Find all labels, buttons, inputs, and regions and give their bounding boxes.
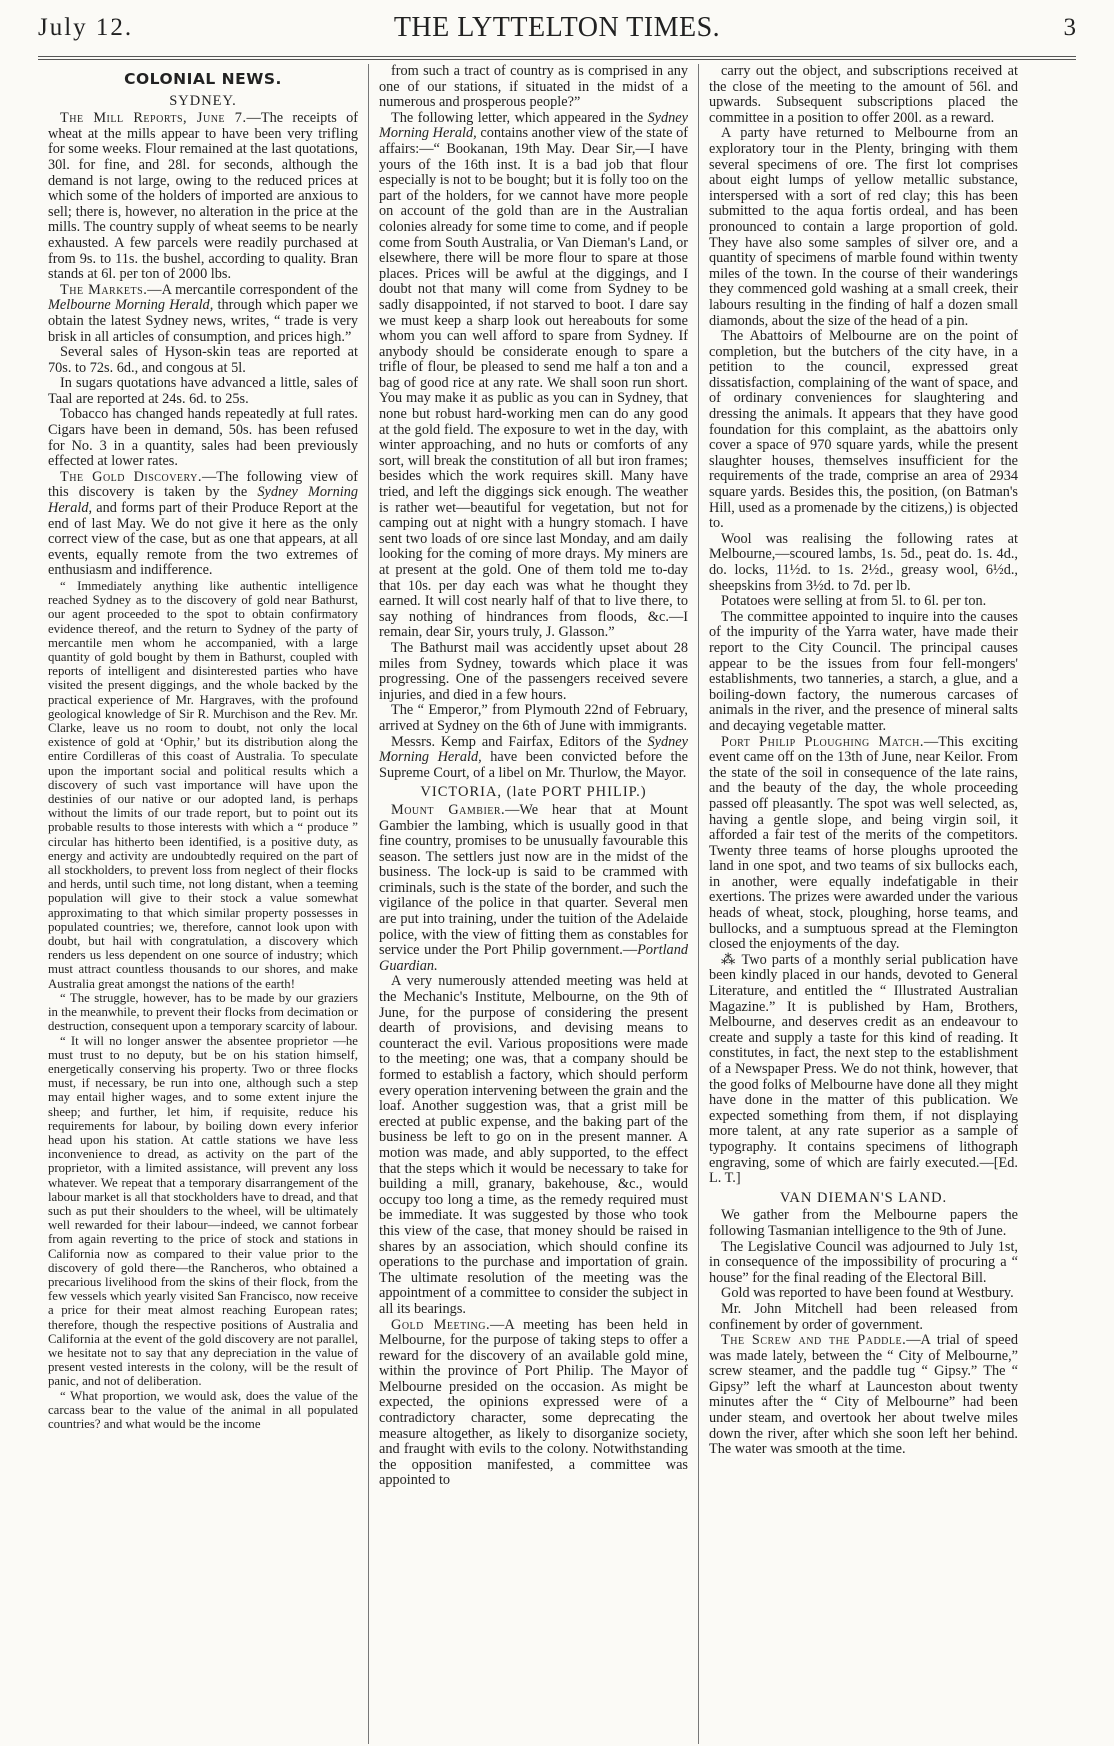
paragraph: The “ Emperor,” from Plymouth 22nd of February, arrived at Sydney on the 6th of June with immigrants. bbox=[379, 702, 688, 734]
page-number: 3 bbox=[1063, 14, 1076, 41]
subheading-victoria: VICTORIA, (late PORT PHILIP.) bbox=[420, 784, 647, 801]
paragraph: The Abattoirs of Melbourne are on the point of completion, but the butchers of the city have, in a petition to the council, expressed great dissatisfaction, complaining of the want of space, and of ordinary conveniences for slaughtering and dressing the animals. It appears that they have good foundation for this complaint, as the abattoirs only cover a space of 970 square yards, while the present slaughter houses, themselves insufficient for the requirements of the trade, comprise an area of 2934 square yards. Besides this, the position, (on Batman's Hill, used as a promenade by the citizens,) is objected to. bbox=[709, 328, 1018, 532]
header-rule-2 bbox=[38, 59, 1076, 60]
column-1 bbox=[38, 64, 368, 1744]
column-2 bbox=[368, 64, 698, 1744]
newspaper-title: THE LYTTELTON TIMES. bbox=[393, 12, 721, 43]
quoted-paragraph: “ It will no longer answer the absentee proprietor —he must trust to no deputy, but be on his station himself, energetically conserving his property. Two or three flocks must, if necessary, be run into one, although such a step may entail higher wages, and to some extent injure the sheep; and further, let him, if requisite, reduce his requirements for labour, by boiling down every inferior head upon his station. At cattle stations we have less inconvenience to dread, as activity on the part of the proprietor, with a limited assistance, will prevent any loss whatever. We repeat that a temporary disarrangement of the labour market is all that stockholders have to dread, and that such as put their shoulders to the wheel, will be ultimately well rewarded for their labour—indeed, we cannot forbear from again reverting to the price of stock and stations in California now as compared to their value prior to the discovery of gold there—the Rancheros, who obtained a precarious livelihood from the skins of their flock, from the few vessels which yearly visited San Francisco, now receive a price for their meat almost reaching European rates; therefore, though the respective positions of Australia and California at the event of the gold discovery are not parallel, we hesitate not to say that any depreciation in the value of present vested interests in the colony, will be the result of panic, and not of deliberation. bbox=[48, 1033, 358, 1389]
quoted-paragraph: “ What proportion, we would ask, does the value of the carcass bear to the value of the animal in all populated countries? and what would be the income bbox=[48, 1388, 358, 1431]
paragraph: from such a tract of country as is comprised in any one of our stations, if situated in the midst of a numerous and prosperous people?” bbox=[379, 64, 688, 111]
columns bbox=[38, 64, 1076, 1744]
subheading-sydney: SYDNEY. bbox=[169, 92, 237, 109]
section-heading: COLONIAL NEWS. bbox=[124, 70, 282, 88]
paragraph: Gold was reported to have been found at Westbury. bbox=[721, 1285, 1014, 1302]
paragraph: Mr. John Mitchell had been released from confinement by order of government. bbox=[709, 1300, 1018, 1333]
paragraph: The Mill Reports, June 7.—The receipts of wheat at the mills appear to have been very trifling for some weeks. Flour remained at the last quotations, 30l. for fine, and 28l. for seconds, although the demand is not large, owing to the reduced prices at which some of the holders of imported are anxious to sell; there is, however, no alteration in the price at the mills. The country supply of wheat seems to be nearly exhausted. A few parcels were readily purchased at from 9s. to 11s. the bushel, according to quality. Bran stands at 6l. per ton of 2000 lbs. bbox=[48, 110, 358, 283]
issue-date: July 12. bbox=[38, 14, 134, 41]
paragraph: We gather from the Melbourne papers the following Tasmanian intelligence to the 9th of June. bbox=[709, 1207, 1018, 1239]
paragraph: The Markets.—A mercantile correspondent of the Melbourne Morning Herald, through which paper we obtain the latest Sydney news, writes, “ trade is very brisk in all articles of consumption, and prices high.” bbox=[48, 281, 359, 345]
masthead bbox=[38, 0, 1076, 48]
paragraph: The Gold Discovery.—The following view of this discovery is taken by the Sydney Morning Herald, and forms part of their Produce Report at the end of last May. We do not give it here as the only correct view of the case, but as one that appears, at all events, equally remote from the two extremes of enthusiasm and indifference. bbox=[48, 468, 358, 579]
paragraph: The committee appointed to inquire into the causes of the impurity of the Yarra water, have made their report to the City Council. The principal causes appear to be the issues from four fell-mongers' establishments, two tanneries, a starch, a glue, and a boiling-down factory, the numerous carcases of animals in the river, and the presence of mineral salts and decaying vegetable matter. bbox=[709, 608, 1018, 734]
paragraph: The Screw and the Paddle.—A trial of speed was made lately, between the “ City of Melbourne,” screw steamer, and the paddle tug “ Gipsy.” The “ Gipsy” left the wharf at Launceston about twenty minutes after the “ City of Melbourne” had been under steam, and overtook her about twelve miles down the river, after which she soon left her behind. The water was smooth at the time. bbox=[709, 1332, 1018, 1458]
paragraph: Potatoes were selling at from 5l. to 6l. per ton. bbox=[721, 593, 987, 610]
subheading-van-diemans-land: VAN DIEMAN'S LAND. bbox=[779, 1189, 948, 1206]
paragraph: Mount Gambier.—We hear that at Mount Gambier the lambing, which is usually good in that fine country, promises to be unusually favourable this season. The settlers just now are in the midst of the business. The lock-up is said to be crammed with criminals, such is the state of the border, and such the vigilance of the police in that quarter. Several men are put into training, under the tuition of the Adelaide police, with the view of fitting them as constables for service under the Port Philip government.—Portland Guardian. bbox=[379, 801, 688, 974]
paragraph: A party have returned to Melbourne from an exploratory tour in the Plenty, bringing with them several specimens of ore. The first lot comprises about eight lumps of yellow metallic substance, interspersed with a sort of red clay; this has been submitted to the aqua fortis ordeal, and has been pronounced to contain a large proportion of gold. They have also some samples of silver ore, and a quantity of specimens of marble found within twenty miles of the town. In the course of their wanderings they commenced gold washing at a small creek, their labours resulting in the finding of half a dozen small diamonds, about the size of the head of a pin. bbox=[709, 125, 1018, 329]
quoted-paragraph: “ The struggle, however, has to be made by our graziers in the meanwhile, to prevent their flocks from decimation or destruction, consequent upon a temporary scarcity of labour. bbox=[48, 990, 358, 1034]
paragraph: carry out the object, and subscriptions received at the close of the meeting to the amount of 56l. and upwards. Subsequent subscriptions placed the committee in a position to offer 200l. as a reward. bbox=[709, 64, 1018, 126]
paragraph: Several sales of Hyson-skin teas are reported at 70s. to 72s. 6d., and congous at 5l. bbox=[48, 344, 358, 376]
paragraph: The Legislative Council was adjourned to July 1st, in consequence of the impossibility of procuring a “ house” for the final reading of the Electoral Bill. bbox=[709, 1238, 1018, 1286]
paragraph: Gold Meeting.—A meeting has been held in Melbourne, for the purpose of taking steps to offer a reward for the discovery of an available gold mine, within the province of Port Philip. The Mayor of Melbourne presided on the occasion. As might be expected, the opinions expressed were of a contradictory character, some deprecating the measure altogether, as likely to disorganize society, and fraught with evils to the colony. Notwithstanding the opposition manifested, a committee was appointed to bbox=[379, 1316, 688, 1489]
column-3 bbox=[698, 64, 1028, 1744]
paragraph: The Bathurst mail was accidently upset about 28 miles from Sydney, towards which place it was progressing. One of the passengers received severe injuries, and died in a few hours. bbox=[379, 639, 688, 703]
paragraph: ⁂ Two parts of a monthly serial publication have been kindly placed in our hands, devoted to General Literature, and entitled the “ Illustrated Australian Magazine.” It is published by Ham, Brothers, Melbourne, and deserves credit as an endeavour to create and supply a taste for this kind of reading. It constitutes, in fact, the next step to the establishment of a Newspaper Press. We do not think, however, that the good folks of Melbourne have done all they might have done in the matter of this publication. We expected something from them, if not displaying more talent, at any rate superior as a sample of typography. It contains specimens of lithograph engraving, some of which are fairly executed.—[Ed. L. T.] bbox=[709, 951, 1018, 1187]
paragraph: A very numerously attended meeting was held at the Mechanic's Institute, Melbourne, on the 9th of June, for the purpose of considering the present dearth of provisions, and devising means to counteract the evil. Various propositions were made to the meeting; one was, that a company should be formed to establish a factory, which should perform every operation intervening between the grain and the loaf. Another suggestion was, that a grist mill be erected at public expense, and the baking part of the business be left to go on in the present manner. A motion was made, and ably supported, to the effect that the steps which it would be necessary to take for building a mill, granary, bakehouse, &c., would occupy too long a time, as the remedy required must be immediate. It was suggested by those who took this view of the case, that money should be raised in shares by an association, which should confine its operations to the purchase and importation of grain. The ultimate resolution of the meeting was the appointment of a committee to consider the subject in all its bearings. bbox=[379, 973, 688, 1317]
paragraph: Tobacco has changed hands repeatedly at full rates. Cigars have been in demand, 50s. has been refused for No. 3 in a quantity, sales had been previously effected at lower rates. bbox=[48, 406, 358, 470]
paragraph: Port Philip Ploughing Match.—This exciting event came off on the 13th of June, near Keilor. From the state of the soil in consequence of the late rains, and the beauty of the day, the whole proceeding passed off pleasantly. The spot was well selected, as, having a gentle slope, and being virgin soil, it afforded a fair test of the merits of the competitors. Twenty three teams of horse ploughs uprooted the land in one spot, and two teams of six bullocks each, in another, were equally indefatigable in their exertions. The prizes were awarded under the various heads of wheat, stock, ploughing, horse teams, and bullocks, and a sumptuous spread at the Flemington closed the enjoyments of the day. bbox=[709, 733, 1019, 953]
paragraph: Wool was realising the following rates at Melbourne,—scoured lambs, 1s. 5d., peat do. 1s. 4d., do. locks, 11½d. to 1s. 2½d., greasy wool, 6½d., sheepskins from 3½d. to 7d. per lb. bbox=[709, 530, 1018, 594]
quoted-paragraph: “ Immediately anything like authentic intelligence reached Sydney as to the discovery of gold near Bathurst, our agent proceeded to the spot to obtain confirmatory evidence thereof, and the return to Sydney of the party of mercantile men whom he accompanied, with a large quantity of gold bought by them in Bathurst, coupled with reports of intelligent and disinterested parties who have visited the present diggings, and the whole backed by the practical experience of Mr. Hargraves, with the profound geological knowledge of Sir R. Murchison and the Rev. Mr. Clarke, leave us no room to doubt, not only the local existence of gold at ‘Ophir,’ but its distribution along the entire Cordilleras of this coast of Australia. To speculate upon the important social and political results which a discovery of such vast importance will have upon the destinies of our native or our adopted land, is perhaps without the limits of our trade report, but to point out its probable results to those interests with which a “ produce ” circular has hitherto been identified, is a positive duty, as energy and activity are undoubtedly required on the part of all stockholders, to prevent loss from neglect of their flocks and herds, until such time, not long distant, when a teeming population will give to their stock a value somewhat approximating to that which similar property possesses in populated countries; we, therefore, cannot look upon with doubt, but hail with congratulation, a discovery which renders us less dependent on one source of industry; which must attract countless thousands to our shores, and make Australia great amongst the nations of the earth! bbox=[48, 579, 358, 991]
paragraph: Messrs. Kemp and Fairfax, Editors of the Sydney Morning Herald, have been convicted before the Supreme Court, of a libel on Mr. Thurlow, the Mayor. bbox=[379, 733, 688, 781]
paragraph: In sugars quotations have advanced a little, sales of Taal are reported at 24s. 6d. to 25s. bbox=[48, 375, 358, 407]
header-rule bbox=[38, 56, 1076, 57]
paragraph: The following letter, which appeared in the Sydney Morning Herald, contains another view of the state of affairs:—“ Bookanan, 19th May. Dear Sir,—I have yours of the 16th inst. It is a bad job that flour especially is not to be bought; but it is folly too on the part of the holders, for we cannot have more people on account of the gold than are in the Australian colonies already for some time to come, and if people come from South Australia, or Van Dieman's Land, or elsewhere, there will be more flour to spare at those places. Prices will be awful at the diggings, and I doubt not that many will come from Sydney to be sadly disappointed, if not starved to boot. I dare say we must keep a sharp look out hereabouts for some whom you can well afford to spare from Sydney. If anybody should be considerate enough to spare a trifle of flour, be pleased to send me half a ton and a bag of good rice at any rate. We shall soon run short. You may make it as public as you can in Sydney, that none but robust hard-working men can do any good at the gold field. The exposure to wet in the day, with winter approaching, and no huts or comforts of any sort, will break the constitution of all but iron frames; besides which the work requires skill. Many have tried, and left the diggings sick enough. The weather is rather wet—beautiful for vegetation, but not for camping out at night with a hungry stomach. I have sent two loads of ore since last Monday, and am daily looking for the coming of more drays. My miners are at present at the gold. One of them told me to-day that 10s. per day each was what he thought they earned. It will cost nearly half of that to live there, to say nothing of hindrances from floods, &c.—I remain, dear Sir, yours truly, J. Glasson.” bbox=[379, 109, 688, 641]
